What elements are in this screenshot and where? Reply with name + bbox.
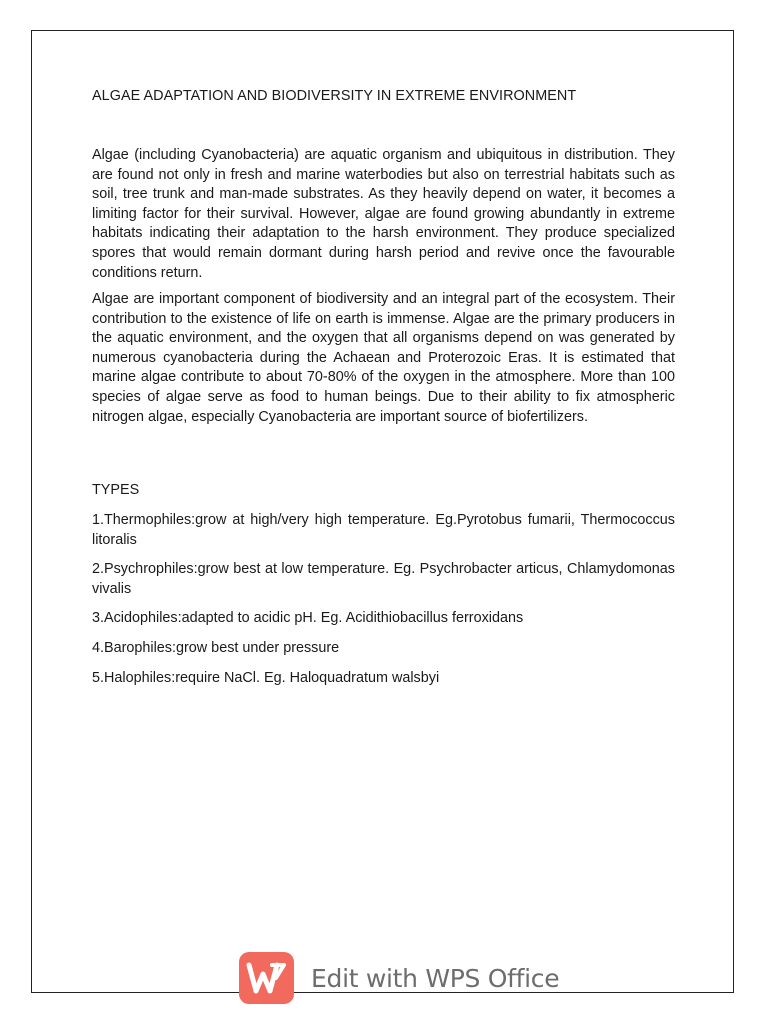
paragraph-1: Algae (including Cyanobacteria) are aquatic organism and ubiquitous in distribution. They are found not only in fresh and marine waterbodies but also on terrestrial habitats such as soil, tree trunk and man-made substrates. As they heavily depend on water, it becomes a limiting factor for their survival. However, algae are found growing abundantly in extreme habitats indicating their adaptation to the harsh environment. They produce specialized spores that would remain dormant during harsh period and revive once the favourable conditions return. [92,147,675,281]
type-item-acidophiles: 3.Acidophiles:adapted to acidic pH. Eg. Acidithiobacillus ferroxidans [92,610,524,627]
watermark-text: Edit with WPS Office [311,963,560,993]
type-item-thermophiles: 1.Thermophiles:grow at high/very high temperature. Eg.Pyrotobus fumarii, Thermococcus litoralis [92,512,675,548]
type-item-psychrophiles: 2.Psychrophiles:grow best at low temperature. Eg. Psychrobacter articus, Chlamydomonas vivalis [92,561,675,597]
document-title: ALGAE ADAPTATION AND BIODIVERSITY IN EXTREME ENVIRONMENT [92,88,577,104]
type-item-barophiles: 4.Barophiles:grow best under pressure [92,639,340,656]
paragraph-2: Algae are important component of biodiversity and an integral part of the ecosystem. Their contribution to the existence of life on earth is immense. Algae are the primary producers in the aquatic environment, and the oxygen that all organisms depend on was generated by numerous cyanobacteria during the Achaean and Proterozoic Eras. It is estimated that marine algae contribute to about 70-80% of the oxygen in the atmosphere. More than 100 species of algae serve as food to human beings. Due to their ability to fix atmospheric nitrogen algae, especially Cyanobacteria are important source of biofertilizers. [92,291,675,425]
wps-logo-icon [239,952,294,1004]
type-item-halophiles: 5.Halophiles:require NaCl. Eg. Haloquadratum walsbyi [92,669,440,686]
types-list [92,511,675,698]
wps-watermark[interactable] [239,952,559,1004]
types-heading: TYPES [92,482,140,498]
